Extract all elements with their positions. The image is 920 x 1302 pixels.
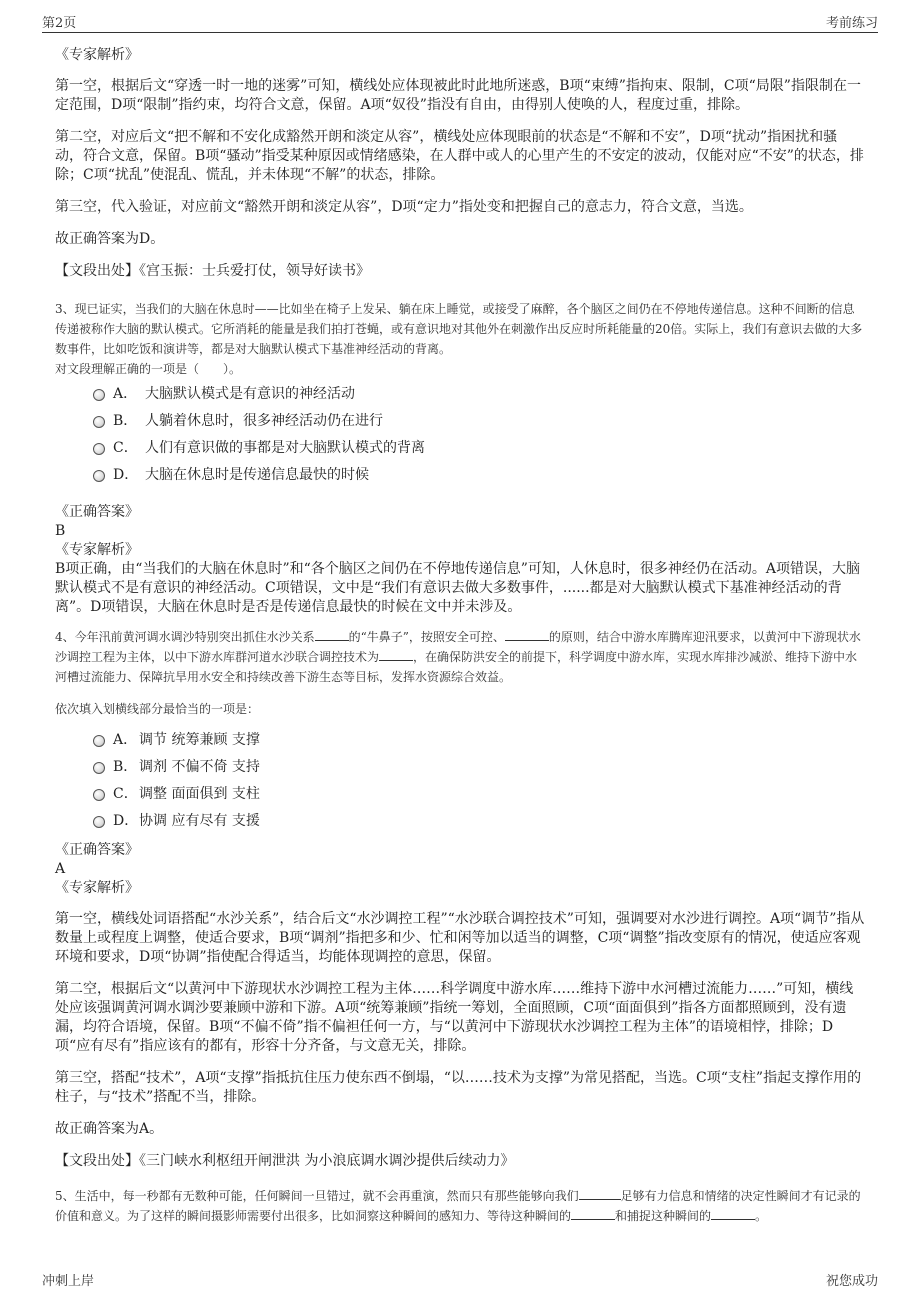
radio-icon[interactable] <box>93 735 105 747</box>
q4-analysis-title: 《专家解析》 <box>55 880 139 896</box>
q4-analysis-para3: 第三空，搭配“技术”，A项“支撑”指抵抗住压力使东西不倒塌，“以……技术为支撑”为常见搭配，当选。C项“支柱”指起支撑作用的柱子，与“技术”搭配不当，排除。 <box>55 1070 862 1105</box>
q4-option-c[interactable]: C． 调整 面面俱到 支柱 <box>55 781 865 808</box>
q4-stem: 4、今年汛前黄河调水调沙特别突出抓住水沙关系 的“牛鼻子”，按照安全可控、 的原则，结合中游水库腾库迎汛要求，以黄河中下游现状水沙调控工程为主体，以中下游水库群河道水沙联合调控技术为 ，在确保防洪安全的前提下，科学调度中游水库，实现水库排沙减淤、维持下游中水河槽过流能力、保障抗旱用水安全和持续改善下游生态等目标，发挥水资源综合效益。 <box>55 630 861 684</box>
blank-line <box>711 1219 755 1220</box>
footer-left: 冲刺上岸 <box>42 1274 95 1289</box>
radio-icon[interactable] <box>93 470 105 482</box>
q2-analysis-para3: 第三空，代入验证，对应前文“豁然开朗和淡定从容”，D项“定力”指处变和把握自己的意志力，符合文意，当选。 <box>55 199 753 215</box>
radio-icon[interactable] <box>93 416 105 428</box>
q4-source: 【文段出处】《三门峡水利枢纽开闸泄洪 为小浪底调水调沙提供后续动力》 <box>55 1153 515 1169</box>
blank-line <box>571 1219 615 1220</box>
footer-right: 祝您成功 <box>825 1274 878 1289</box>
q4-option-d[interactable]: D． 协调 应有尽有 支援 <box>55 808 865 835</box>
radio-icon[interactable] <box>93 816 105 828</box>
q4-option-a[interactable]: A． 调节 统筹兼顾 支撑 <box>55 727 865 754</box>
q2-analysis-title: 《专家解析》 <box>55 47 139 63</box>
blank-line <box>579 1199 621 1200</box>
q5-stem: 5、生活中，每一秒都有无数种可能，任何瞬间一旦错过，就不会再重演，然而只有那些能够向我们 足够有力信息和情绪的决定性瞬间才有记录的价值和意义。为了这样的瞬间摄影师需要付出很多，比如洞察这种瞬间的感知力、等待这种瞬间的 和捕捉这种瞬间的 。 <box>55 1189 861 1223</box>
q3-stem: 3、现已证实，当我们的大脑在休息时——比如坐在椅子上发呆、躺在床上睡觉，或接受了麻醉，各个脑区之间仍在不停地传递信息。这种不间断的信息传递被称作大脑的默认模式。它所消耗的能量是我们拍打苍蝇，或有意识地对其他外在刺激作出反应时所耗能量的20倍。实际上，我们有意识去做的大多数事件，比如吃饭和演讲等，都是对大脑默认模式下基准神经活动的背离。 <box>55 302 863 356</box>
page-header <box>42 10 878 33</box>
blank-line <box>315 640 349 641</box>
q4-conclusion: 故正确答案为A。 <box>55 1121 164 1137</box>
radio-icon[interactable] <box>93 443 105 455</box>
q3-answer-title: 《正确答案》 <box>55 504 139 520</box>
q3-options <box>55 381 865 489</box>
q3-option-b[interactable]: B． 人躺着休息时，很多神经活动仍在进行 <box>55 408 865 435</box>
q2-conclusion: 故正确答案为D。 <box>55 231 165 247</box>
q3-question: 对文段理解正确的一项是（ ）。 <box>55 362 242 376</box>
q4-analysis-para2: 第二空，根据后文“以黄河中下游现状水沙调控工程为主体……科学调度中游水库……维持下游中水河槽过流能力……”可知，横线处应该强调黄河调水调沙要兼顾中游和下游。A项“统筹兼顾”指统一筹划，全面照顾，C项“面面俱到”指各方面都照顾到，没有遗漏，均符合语境，保留。B项“不偏不倚”指不偏袒任何一方，与“以黄河中下游现状水沙调控工程为主体”的语境相悖，排除；D项“应有尽有”指应该有的都有，形容十分齐备，与文意无关，排除。 <box>55 981 854 1054</box>
q3-option-c[interactable]: C． 人们有意识做的事都是对大脑默认模式的背离 <box>55 435 865 462</box>
q4-option-b[interactable]: B． 调剂 不偏不倚 支持 <box>55 754 865 781</box>
q2-source: 【文段出处】《宫玉振：士兵爱打仗，领导好读书》 <box>55 263 370 279</box>
blank-line <box>379 660 413 661</box>
q2-analysis-para1: 第一空，根据后文“穿透一时一地的迷雾”可知，横线处应体现被此时此地所迷惑，B项“束缚”指拘束、限制，C项“局限”指限制在一定范围，D项“限制”指约束，均符合文意，保留。A项“奴役”指没有自由，由得别人使唤的人，程度过重，排除。 <box>55 78 861 113</box>
blank-line <box>505 640 549 641</box>
radio-icon[interactable] <box>93 389 105 401</box>
q3-option-d[interactable]: D． 大脑在休息时是传递信息最快的时候 <box>55 462 865 489</box>
q4-question: 依次填入划横线部分最恰当的一项是： <box>55 702 260 716</box>
header-title: 考前练习 <box>825 16 878 31</box>
q4-analysis-para1: 第一空，横线处词语搭配“水沙关系”，结合后文“水沙调控工程”“水沙联合调控技术”可知，强调要对水沙进行调控。A项“调节”指从数量上或程度上调整，使适合要求，B项“调剂”指把多和少、忙和闲等加以适当的调整，C项“调整”指改变原有的情况，使适应客观环境和要求，D项“协调”指使配合得适当，均能体现调控的意思，保留。 <box>55 911 865 965</box>
radio-icon[interactable] <box>93 789 105 801</box>
page-number: 第2页 <box>42 16 77 31</box>
q3-analysis: B项正确，由“当我们的大脑在休息时”和“各个脑区之间仍在不停地传递信息”可知，人休息时，很多神经仍在活动。A项错误，大脑默认模式不是有意识的神经活动。C项错误，文中是“我们有意识去做大多数事件，......都是对大脑默认模式下基准神经活动的背离”。D项错误，大脑在休息时是否是传递信息最快的时候在文中并未涉及。 <box>55 561 861 615</box>
document-body <box>55 46 865 1226</box>
q4-answer: A <box>55 861 66 877</box>
q4-options <box>55 727 865 835</box>
page-footer <box>42 1270 878 1292</box>
q2-analysis-para2: 第二空，对应后文“把不解和不安化成豁然开朗和淡定从容”，横线处应体现眼前的状态是“不解和不安”，D项“扰动”指困扰和骚动，符合文意，保留。B项“骚动”指受某种原因或情绪感染，在人群中或人的心里产生的不安定的波动，仅能对应“不安”的状态，排除；C项“扰乱”使混乱、慌乱，并未体现“不解”的状态，排除。 <box>55 129 864 183</box>
q3-option-a[interactable]: A． 大脑默认模式是有意识的神经活动 <box>55 381 865 408</box>
q3-analysis-title: 《专家解析》 <box>55 542 139 558</box>
q4-answer-title: 《正确答案》 <box>55 842 139 858</box>
q3-answer: B <box>55 523 66 539</box>
radio-icon[interactable] <box>93 762 105 774</box>
